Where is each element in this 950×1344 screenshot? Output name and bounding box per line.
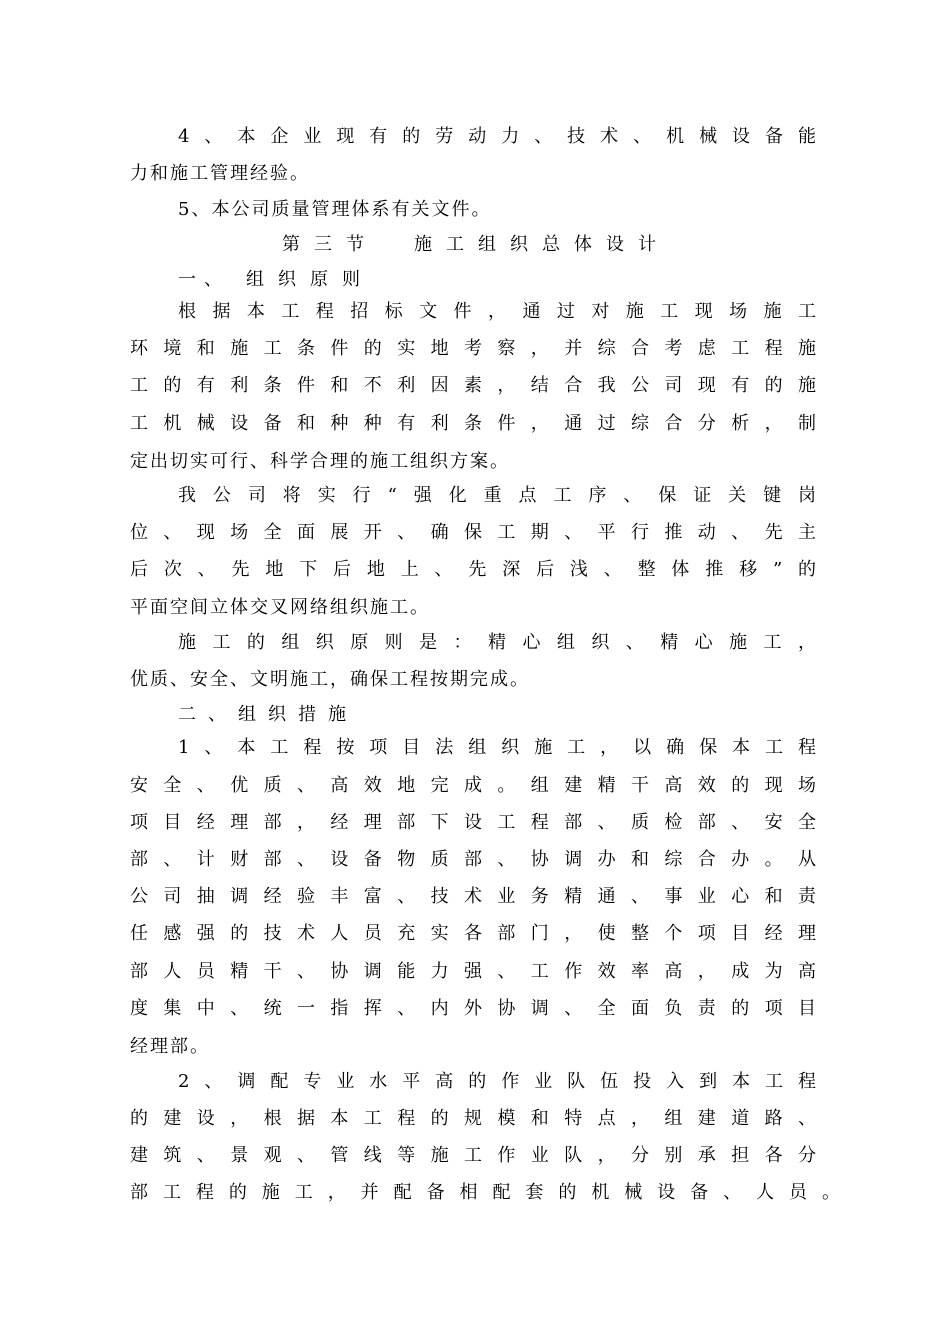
paragraph-line: 1、本工程按项目法组织施工，以确保本工程 [178, 737, 818, 758]
paragraph-line: 部人员精干、协调能力强、工作效率高，成为高 [130, 961, 818, 982]
paragraph-line: 我公司将实行“强化重点工序、保证关键岗 [178, 485, 818, 506]
paragraph-line: 部、计财部、设备物质部、协调办和综合办。从 [130, 849, 818, 870]
paragraph-line: 5、本公司质量管理体系有关文件。 [178, 199, 492, 220]
paragraph-line: 位、现场全面展开、确保工期、平行推动、先主 [130, 522, 818, 543]
paragraph-line: 项目经理部，经理部下设工程部、质检部、安全 [130, 812, 818, 833]
paragraph-line: 经理部。 [130, 1036, 210, 1057]
subheading: 二、组织措施 [178, 704, 358, 725]
paragraph-line: 工的有利条件和不利因素，结合我公司现有的施 [130, 375, 818, 396]
paragraph-line: 环境和施工条件的实地考察，并综合考虑工程施 [130, 338, 818, 359]
paragraph-line: 后次、先地下后地上、先深后浅、整体推移”的 [130, 559, 818, 580]
paragraph-line: 工机械设备和种种有利条件，通过综合分析，制 [130, 413, 818, 434]
paragraph-line: 力和施工管理经验。 [130, 163, 310, 184]
subheading-number: 一、 [178, 269, 230, 290]
paragraph-line: 度集中、统一指挥、内外协调、全面负责的项目 [130, 998, 818, 1019]
paragraph-line: 建筑、景观、管线等施工作业队，分别承担各分 [130, 1145, 818, 1166]
section-title: 施工组织总体设计 [414, 234, 670, 255]
paragraph-line: 4、本企业现有的劳动力、技术、机械设备能 [178, 126, 818, 147]
section-number: 第三节 [282, 234, 378, 255]
paragraph-line: 部工程的施工，并配备相配套的机械设备、人员。 [130, 1182, 842, 1203]
paragraph-line: 2、调配专业水平高的作业队伍投入到本工程 [178, 1071, 818, 1092]
paragraph-line: 任感强的技术人员充实各部门，使整个项目经理 [130, 923, 818, 944]
paragraph-line: 定出切实可行、科学合理的施工组织方案。 [130, 451, 510, 472]
paragraph-line: 公司抽调经验丰富、技术业务精通、事业心和责 [130, 886, 818, 907]
paragraph-line: 施工的组织原则是：精心组织、精心施工， [178, 632, 818, 653]
paragraph-line: 安全、优质、高效地完成。组建精干高效的现场 [130, 775, 818, 796]
subheading-title: 组织原则 [246, 269, 374, 290]
paragraph-line: 优质、安全、文明施工，确保工程按期完成。 [130, 669, 530, 690]
paragraph-line: 平面空间立体交叉网络组织施工。 [130, 597, 430, 618]
paragraph-line: 根据本工程招标文件，通过对施工现场施工 [178, 301, 818, 322]
paragraph-line: 的建设，根据本工程的规模和特点，组建道路、 [130, 1108, 818, 1129]
